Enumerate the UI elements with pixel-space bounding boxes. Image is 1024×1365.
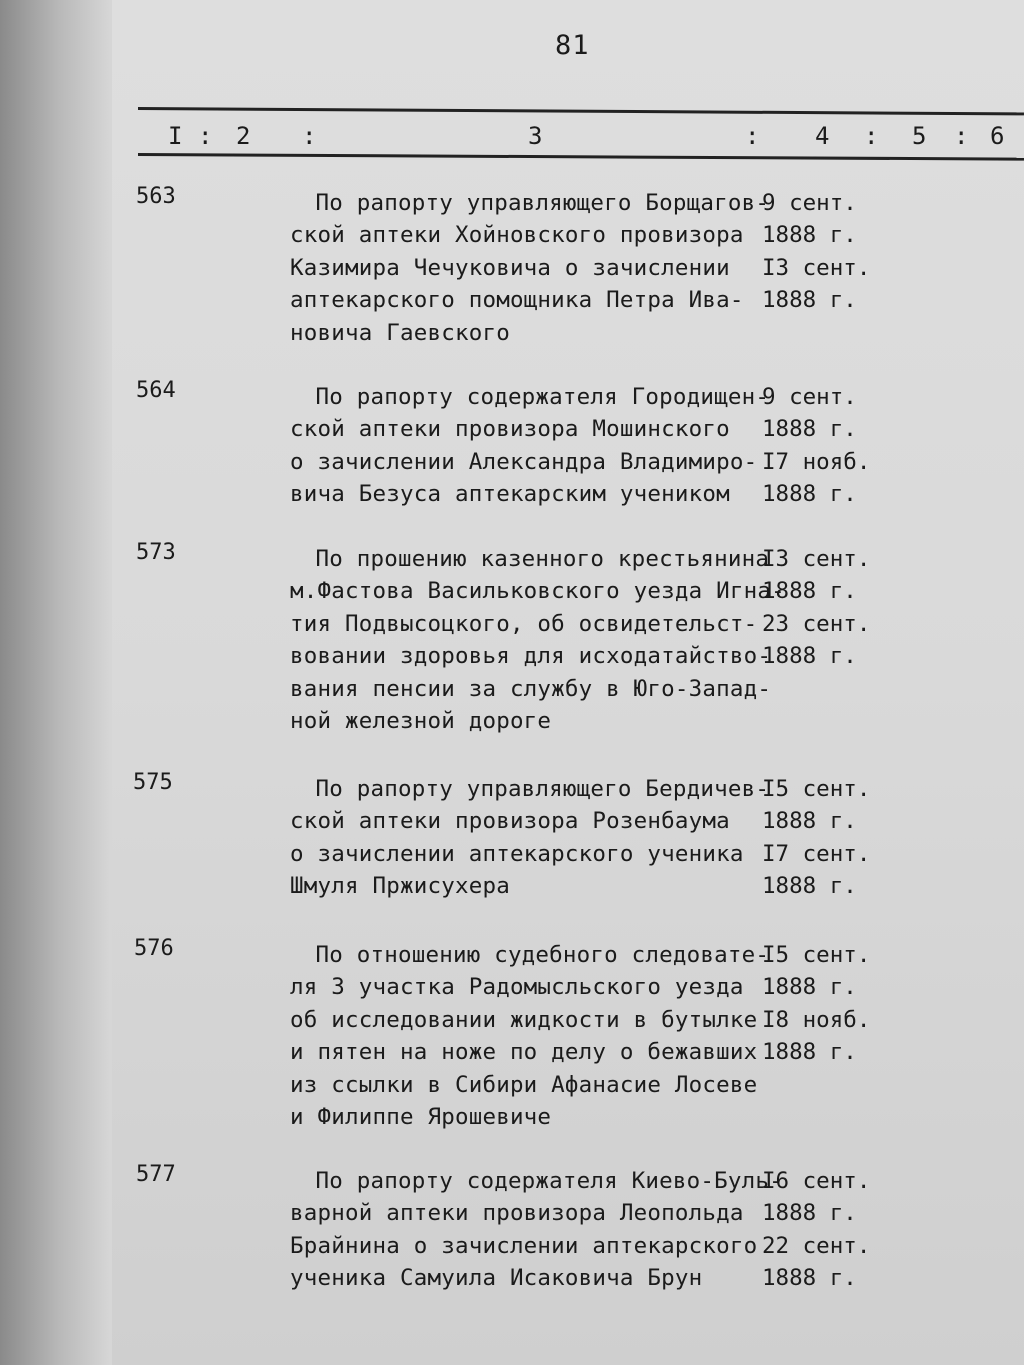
entry-date: I5 сент. <box>762 776 871 802</box>
column-separator: : <box>198 122 213 150</box>
entry-text-line: Брайнина о зачислении аптекарского <box>290 1232 758 1259</box>
entry-text-line: По рапорту содержателя Киево-Буль- <box>288 1168 783 1194</box>
entry-date: 1888 г. <box>762 1039 857 1066</box>
column-6-label: 6 <box>990 122 1005 150</box>
entry-text-line: м.Фастова Васильковского уезда Игна- <box>290 578 785 605</box>
entry-text-line: По отношению судебного следовате- <box>288 942 770 968</box>
entry-text-line: вания пенсии за службу в Юго-Запад- <box>290 675 772 702</box>
entry-date: 1888 г. <box>762 416 857 443</box>
entry-date: 23 сент. <box>762 610 871 637</box>
entry-text-line: о зачислении аптекарского ученика <box>290 840 744 867</box>
entry-text-line: о зачислении Александра Владимиро- <box>290 448 758 475</box>
entry-date: I6 сент. <box>762 1168 871 1194</box>
entry-date: 1888 г. <box>762 873 857 900</box>
entry-date: 1888 г. <box>762 1200 857 1227</box>
entry-date: I8 нояб. <box>762 1006 871 1033</box>
entry-date: I5 сент. <box>762 942 871 968</box>
entry-date: I3 сент. <box>762 546 871 572</box>
column-separator: : <box>954 122 969 150</box>
entry-date: 1888 г. <box>762 481 857 508</box>
entry-text-line: ной железной дороге <box>290 708 552 734</box>
entry-text-line: Шмуля Пржисухера <box>290 873 510 900</box>
entry-text-line: По рапорту управляющего Бердичев- <box>288 776 770 802</box>
entry-text-line: Казимира Чечуковича о зачислении <box>290 254 730 281</box>
entry-number: 563 <box>136 184 176 209</box>
entry-text-line: ской аптеки провизора Розенбаума <box>290 808 730 835</box>
column-3-label: 3 <box>528 122 543 150</box>
entry-date: 1888 г. <box>762 643 857 670</box>
entry-date: 1888 г. <box>762 808 857 835</box>
column-separator: : <box>302 122 317 150</box>
entry-text-line: вовании здоровья для исходатайство- <box>290 643 772 670</box>
entry-number: 573 <box>136 540 176 565</box>
entry-text-line: ской аптеки Хойновского провизора <box>290 222 744 249</box>
column-2-label: 2 <box>236 122 251 150</box>
entry-date: 1888 г. <box>762 287 857 314</box>
entry-date: 9 сент. <box>762 190 857 216</box>
entry-text-line: новича Гаевского <box>290 319 510 346</box>
column-separator: : <box>745 122 760 150</box>
entry-text-line: варной аптеки провизора Леопольда <box>290 1200 744 1227</box>
entry-text-line: и пятен на ноже по делу о бежавших <box>290 1039 758 1066</box>
entry-date: I7 сент. <box>762 840 871 867</box>
entry-text-line: аптекарского помощника Петра Ива- <box>290 287 744 314</box>
column-4-label: 4 <box>815 122 830 150</box>
entry-date: 1888 г. <box>762 1265 857 1292</box>
column-1-label: I <box>168 122 183 150</box>
entry-text-line: и Филиппе Ярошевиче <box>290 1104 552 1130</box>
entry-text-line: По прошению казенного крестьянина <box>288 546 770 572</box>
entry-number: 577 <box>136 1162 176 1187</box>
column-5-label: 5 <box>912 122 927 150</box>
entry-date: I7 нояб. <box>762 448 871 475</box>
entry-date: 1888 г. <box>762 222 857 249</box>
entry-text-line: По рапорту управляющего Борщагов- <box>288 190 770 216</box>
entry-date: 22 сент. <box>762 1232 871 1259</box>
entry-text-line: ской аптеки провизора Мошинского <box>290 416 730 443</box>
entry-number: 575 <box>133 770 173 795</box>
entry-text-line: вича Безуса аптекарским учеником <box>290 481 730 508</box>
entry-number: 564 <box>136 378 176 403</box>
entry-date: 9 сент. <box>762 384 857 410</box>
column-separator: : <box>864 122 879 150</box>
entry-date: I3 сент. <box>762 254 871 281</box>
entry-date: 1888 г. <box>762 578 857 605</box>
entry-text-line: тия Подвысоцкого, об освидетельст- <box>290 610 758 637</box>
entry-text-line: ученика Самуила Исаковича Брун <box>290 1265 703 1292</box>
entry-text-line: из ссылки в Сибири Афанасие Лосеве <box>290 1071 758 1098</box>
entry-text-line: об исследовании жидкости в бутылке <box>290 1006 758 1033</box>
entry-text-line: ля 3 участка Радомысльского уезда <box>290 974 744 1001</box>
entry-date: 1888 г. <box>762 974 857 1001</box>
entry-number: 576 <box>134 936 174 961</box>
entry-text-line: По рапорту содержателя Городищен- <box>288 384 770 410</box>
page-number: 81 <box>555 30 590 61</box>
